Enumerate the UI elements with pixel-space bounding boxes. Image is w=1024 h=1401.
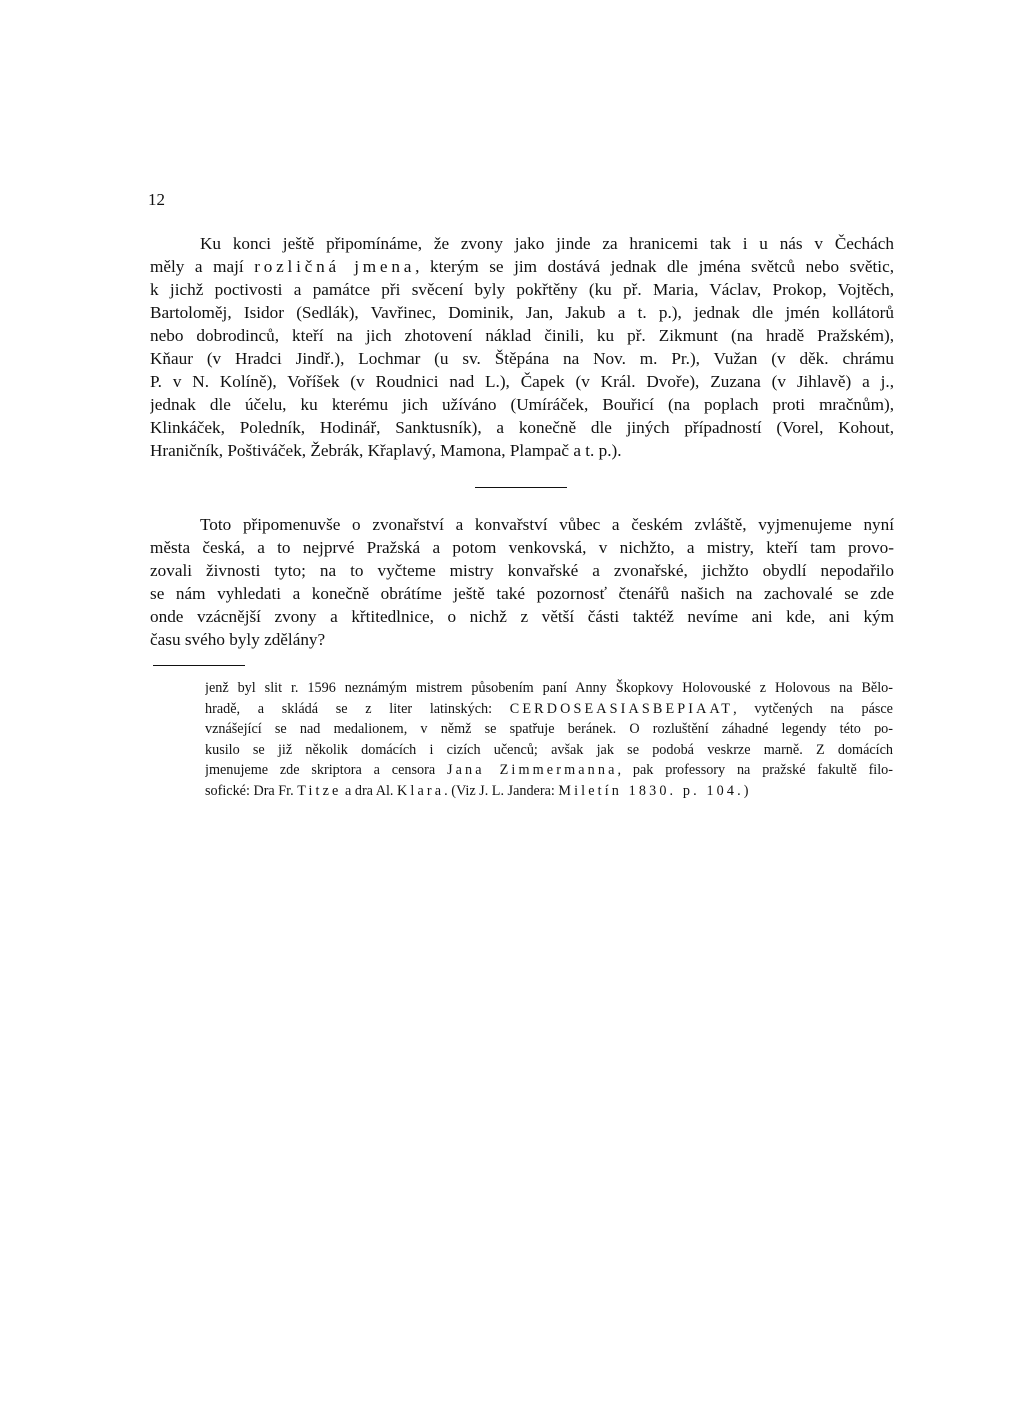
- text-fragment: hradě, a skládá se z liter latinských:: [205, 700, 510, 717]
- footnote-line: [205, 699, 893, 720]
- section-separator-rule: [475, 487, 567, 488]
- footnote-rule: [153, 665, 245, 666]
- text-line: Ku konci ještě připomínáme, že zvony jako jinde za hranicemi tak i u nás v Čechách: [200, 234, 894, 253]
- text-line: zovali živnosti tyto; na to vyčteme mistry konvařské a zvonařské, jichžto obydlí nepodařilo: [150, 561, 894, 580]
- spaced-name: Klara: [397, 782, 445, 799]
- text-fragment: jmenujeme zde skriptora a censora: [205, 762, 447, 779]
- text-line: P. v N. Kolíně), Voříšek (v Roudnici nad L.), Čapek (v Král. Dvoře), Zuzana (v Jihlavě) a j.,: [150, 372, 894, 391]
- footnote-line: [205, 781, 893, 802]
- footnote-line: vznášející se nad medalionem, v němž se spatřuje beránek. O rozluštění záhadné legendy této po-: [205, 721, 893, 738]
- spaced-name: Titze: [297, 782, 342, 799]
- text-line: se nám vyhledati a konečně obrátíme ještě také pozornosť čtenářů našich na zachovalé se zde: [150, 584, 894, 603]
- text-fragment: sofické: Dra Fr.: [205, 782, 298, 799]
- text-line: Bartoloměj, Isidor (Sedlák), Vavřinec, Dominik, Jan, Jakub a t. p.), jednak dle jmén kollátorů: [150, 303, 894, 322]
- paragraph-introduction: [150, 513, 894, 651]
- text-fragment: ): [743, 782, 749, 799]
- paragraph-bell-names: [150, 232, 894, 462]
- text-fragment: a dra Al.: [341, 782, 398, 799]
- footnote-line: kusilo se již několik domácích i cizích učenců; avšak jak se podobá veskrze marně. Z domácích: [205, 741, 893, 758]
- text-line: Hraničník, Poštiváček, Žebrák, Křaplavý, Mamona, Plampač a t. p.).: [150, 441, 622, 460]
- footnote-line: [205, 760, 893, 781]
- text-fragment: , pak professory na pražské fakultě filo-: [617, 762, 893, 779]
- text-fragment: , vytčených na pásce: [733, 700, 893, 717]
- text-line: jednak dle účelu, ku kterému jich užíváno (Umíráček, Bouřicí (na poplach proti mračnům),: [150, 395, 894, 414]
- text-line: nebo dobrodinců, kteří na jich zhotovení náklad činili, ku př. Zikmunt (na hradě Pražském),: [150, 326, 894, 345]
- text-line: času svého byly zdělány?: [150, 630, 326, 649]
- text-line: Toto připomenuvše o zvonařství a konvařství vůbec a českém zvláště, vyjmenujeme nyní: [200, 515, 894, 534]
- spaced-emphasis: rozličná jmena: [254, 257, 416, 276]
- footnote: [205, 678, 893, 802]
- text-line: města česká, a to nejprvé Pražská a potom venkovská, v nichžto, a mistry, kteří tam provo-: [150, 538, 894, 557]
- text-line: [150, 255, 894, 278]
- text-fragment: měly a mají: [150, 257, 255, 276]
- footnote-line: jenž byl slit r. 1596 neznámým mistrem působením paní Anny Škopkovy Holovouské z Holovous na Bělo-: [205, 680, 893, 696]
- text-line: Kňaur (v Hradci Jindř.), Lochmar (u sv. Štěpána na Nov. m. Pr.), Vužan (v děk. chrámu: [150, 349, 894, 368]
- spaced-title: Miletín 1830. p. 104.: [558, 782, 744, 799]
- text-fragment: , kterým se jim dostává jednak dle jména světců nebo světic,: [415, 257, 894, 276]
- text-line: Klinkáček, Poledník, Hodinář, Sanktusník), a konečně dle jiných případností (Vorel, Kohout,: [150, 418, 894, 437]
- text-line: k jichž poctivosti a památce při svěcení byly pokřtěny (ku př. Maria, Václav, Prokop, Vojtěch,: [150, 280, 894, 299]
- spaced-name: Jana Zimmermanna: [446, 762, 618, 779]
- page-number: 12: [148, 190, 165, 209]
- text-fragment: . (Viz J. L. Jandera:: [444, 782, 559, 799]
- inscription-letters: CERDOSEASIASBEPIAAT: [509, 700, 734, 717]
- text-line: onde vzácnější zvony a křtitedlnice, o nichž z větší části taktéž nevíme ani kde, ani kým: [150, 607, 894, 626]
